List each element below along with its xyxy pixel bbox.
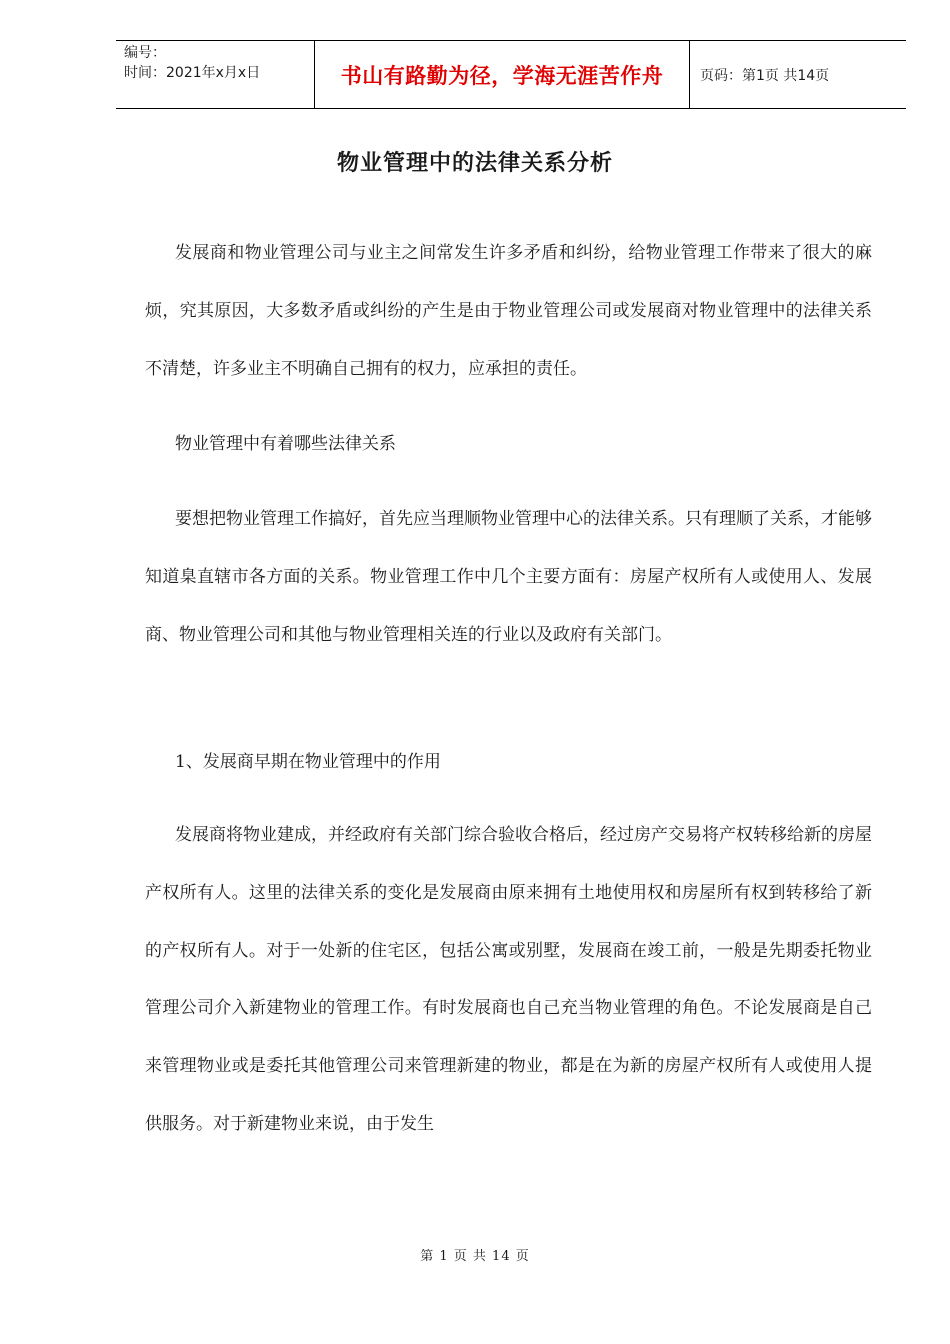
document-title: 物业管理中的法律关系分析 bbox=[336, 150, 613, 176]
paragraph-relations: 要想把物业管理工作搞好，首先应当理顺物业管理中心的法律关系。只有理顺了关系，才能够知道臬直辖市各方面的关系。物业管理工作中几个主要方面有：房屋产权所有人或使用人、发展商、物业管理公司和其他与物业管理相关连的行业以及政府有关部门。 bbox=[145, 509, 872, 645]
paragraph-intro: 发展商和物业管理公司与业主之间常发生许多矛盾和纠纷，给物业管理工作带来了很大的麻烦，究其原因，大多数矛盾或纠纷的产生是由于物业管理公司或发展商对物业管理中的法律关系不清楚，许多业主不明确自己拥有的权力，应承担的责任。 bbox=[145, 243, 872, 379]
document-date: 时间：2021年x月x日 bbox=[124, 65, 261, 81]
section-heading-developer-role: 1、发展商早期在物业管理中的作用 bbox=[175, 752, 441, 772]
document-number-label: 编号： bbox=[124, 45, 166, 61]
header-motto: 书山有路勤为径，学海无涯苦作舟 bbox=[315, 41, 690, 108]
header-meta bbox=[116, 41, 315, 108]
section-heading-legal-relations: 物业管理中有着哪些法律关系 bbox=[175, 434, 396, 454]
paragraph-developer: 发展商将物业建成，并经政府有关部门综合验收合格后，经过房产交易将产权转移给新的房屋产权所有人。这里的法律关系的变化是发展商由原来拥有土地使用权和房屋所有权到转移给了新的产权所有人。对于一处新的住宅区，包括公寓或别墅，发展商在竣工前，一般是先期委托物业管理公司介入新建物业的管理工作。有时发展商也自己充当物业管理的角色。不论发展商是自己来管理物业或是委托其他管理公司来管理新建的物业，都是在为新的房屋产权所有人或使用人提供服务。对于新建物业来说，由于发生 bbox=[145, 825, 872, 1134]
page-footer: 第 1 页 共 14 页 bbox=[420, 1249, 530, 1264]
page-header bbox=[116, 40, 906, 109]
header-page-info: 页码：第1页 共14页 bbox=[700, 67, 830, 84]
